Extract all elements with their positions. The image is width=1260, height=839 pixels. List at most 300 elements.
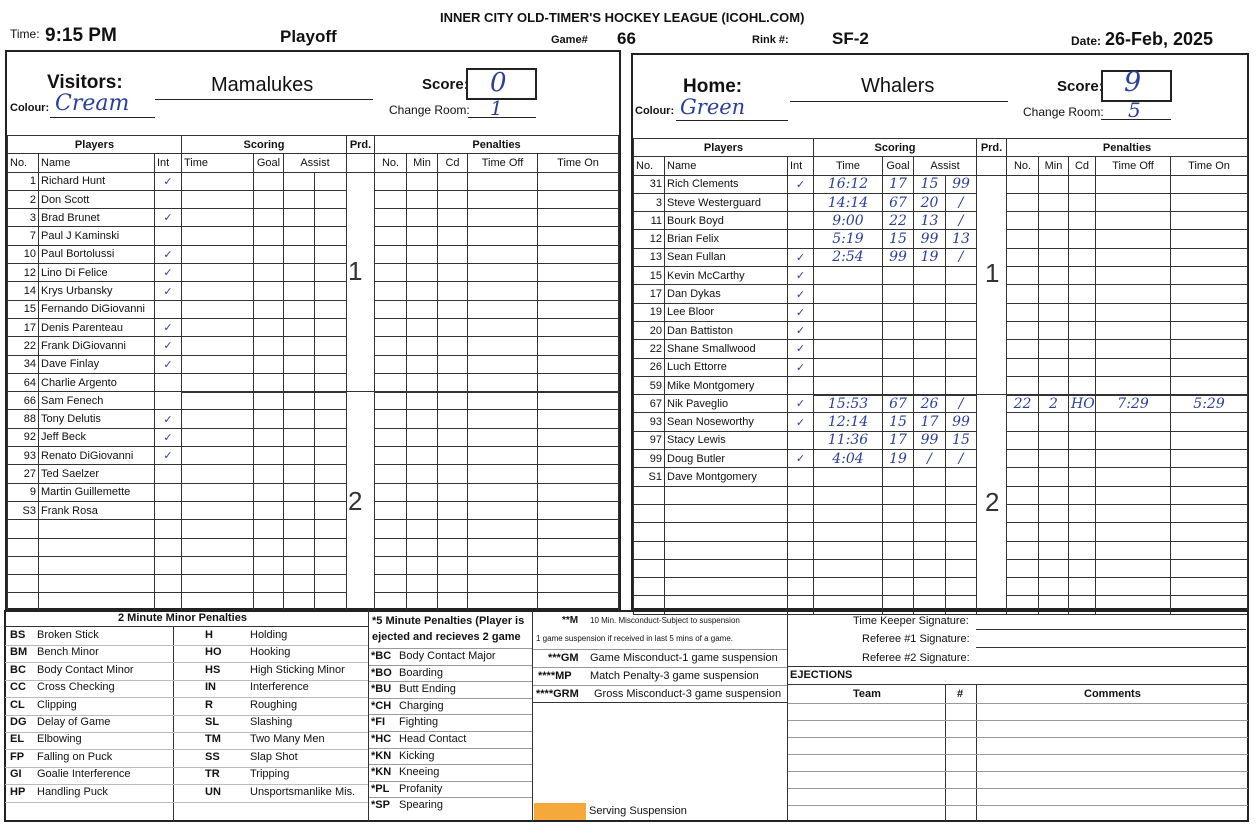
assist-1: 99 [914,431,946,449]
penalty-time-off [1096,230,1171,248]
assist-1: 19 [914,248,946,266]
penalty-time-off [468,300,538,318]
goal-time [814,303,883,321]
assist-2 [315,264,347,282]
penalty-time-off [468,373,538,391]
assist-2 [946,358,977,376]
assist-1 [284,501,315,519]
goal-scorer [254,227,284,245]
intent-check: ✓ [788,285,814,303]
player-name: Denis Parenteau [39,318,155,336]
player-name: Stacy Lewis [665,431,788,449]
penalty-minutes [407,447,438,465]
intent-check [788,376,814,394]
home-scoring-header: Scoring [814,139,977,157]
goal-time: 4:04 [814,450,883,468]
home-player-row [634,523,1248,541]
major-label: Spearing [399,799,444,812]
penalty-time-off [468,245,538,263]
referee2-signature-label: Referee #2 Signature: [862,652,970,664]
home-col-no: No. [634,157,665,175]
assist-2 [946,504,977,522]
visitors-roster-table [7,135,619,612]
home-col-time-off: Time Off [1096,157,1171,175]
player-name: Krys Urbansky [39,282,155,300]
assist-2 [315,282,347,300]
penalty-minutes: 2 [1039,395,1069,413]
home-player-row [634,541,1248,559]
goal-scorer [254,575,284,593]
penalty-code [438,575,468,593]
penalty-minutes [1039,450,1069,468]
penalty-code [1069,413,1096,431]
player-name: Sean Noseworthy [665,413,788,431]
player-number: 88 [8,410,39,428]
penalty-minutes [1039,248,1069,266]
goal-scorer [883,303,914,321]
player-number [634,578,665,596]
minor-code-2: SL [205,716,220,728]
game-label: Game# [551,34,588,46]
minor-code: GI [10,768,22,781]
penalty-code [1069,358,1096,376]
assist-1 [284,300,315,318]
assist-1 [914,541,946,559]
col-name: Name [39,154,155,172]
major-label: Kicking [399,749,435,762]
penalty-player: 22 [1007,395,1039,413]
home-player-row [634,212,1248,230]
assist-2 [315,483,347,501]
penalty-code [438,190,468,208]
player-name: Shane Smallwood [665,340,788,358]
home-col-int: Int [788,157,814,175]
penalty-minutes [407,538,438,556]
penalty-code [1069,504,1096,522]
penalty-player [375,410,407,428]
player-name: Nik Paveglio [665,395,788,413]
assist-2 [315,410,347,428]
misconduct-code: **M [562,615,579,626]
player-number: 15 [634,267,665,285]
penalty-player [1007,450,1039,468]
assist-2 [946,523,977,541]
penalty-time-off [468,465,538,483]
goal-time [182,465,254,483]
visitors-colour-label: Colour: [10,102,50,114]
penalty-player [1007,230,1039,248]
penalty-minutes [1039,523,1069,541]
penalty-player [1007,175,1039,193]
penalty-player [375,282,407,300]
penalty-player [1007,193,1039,211]
intent-check [155,556,182,574]
assist-2 [946,541,977,559]
player-number: 17 [634,285,665,303]
player-number: 7 [8,227,39,245]
penalty-code [1069,321,1096,339]
intent-check: ✓ [788,358,814,376]
penalty-time-on [1171,486,1248,504]
penalty-player [375,501,407,519]
penalty-player [1007,303,1039,321]
assist-1: 13 [914,212,946,230]
intent-check: ✓ [155,447,182,465]
penalty-player [375,190,407,208]
penalty-minutes [1039,486,1069,504]
assist-2 [315,245,347,263]
visitor-player-row [8,373,619,391]
penalty-code [1069,212,1096,230]
goal-scorer: 67 [883,395,914,413]
goal-scorer [883,578,914,596]
penalty-minutes [1039,541,1069,559]
time-label: Time: [10,27,40,41]
penalty-minutes [407,556,438,574]
assist-2 [315,318,347,336]
home-player-row [634,267,1248,285]
home-player-row [634,578,1248,596]
penalty-code [438,447,468,465]
penalty-time-off [468,447,538,465]
minor-code: EL [10,733,25,746]
intent-check [155,520,182,538]
goal-scorer [883,468,914,486]
visitor-player-row [8,538,619,556]
goal-time: 2:54 [814,248,883,266]
penalty-code [1069,285,1096,303]
serving-swatch [534,803,586,820]
player-name [665,559,788,577]
home-period-2: 2 [985,487,1000,517]
minor-code: CC [10,681,26,694]
major-code: *SP [371,799,390,812]
player-name [39,556,155,574]
penalty-minutes [1039,193,1069,211]
visitor-player-row [8,556,619,574]
home-player-row [634,431,1248,449]
penalty-code [438,318,468,336]
intent-check: ✓ [155,209,182,227]
player-name [665,578,788,596]
minor-label: Bench Minor [37,646,99,659]
penalty-player [375,318,407,336]
goal-time: 16:12 [814,175,883,193]
intent-check [155,227,182,245]
home-player-row [634,230,1248,248]
minor-code: FP [10,750,25,763]
penalty-time-off [1096,248,1171,266]
goal-time [182,190,254,208]
home-score-label: Score: [1057,78,1104,95]
assist-1 [284,172,315,190]
penalty-minutes [1039,267,1069,285]
penalty-time-off [468,355,538,373]
penalty-code [1069,559,1096,577]
player-name: Lino Di Felice [39,264,155,282]
penalty-time-on [538,392,619,410]
player-number: 67 [634,395,665,413]
misconduct-item-label: Match Penalty-3 game suspension [590,670,759,682]
date-label: Date: [1071,34,1102,48]
player-name [39,575,155,593]
penalty-time-on [538,538,619,556]
visitor-player-row [8,300,619,318]
misconduct-item-code: ****GRM [536,688,579,700]
visitors-score-label: Score: [422,76,469,93]
visitor-player-row [8,245,619,263]
misconduct-note: 1 game suspension if received in last 5 mins of a game. [536,634,733,643]
goal-time: 12:14 [814,413,883,431]
intent-check [155,483,182,501]
assist-2 [946,285,977,303]
penalty-time-on [538,245,619,263]
penalty-minutes [407,282,438,300]
penalty-time-off [1096,358,1171,376]
penalty-time-on [1171,267,1248,285]
goal-time [182,556,254,574]
goal-scorer [254,392,284,410]
player-name: Mike Montgomery [665,376,788,394]
penalty-player [1007,504,1039,522]
minor-code-2: TM [205,733,221,746]
player-name: Don Scott [39,190,155,208]
assist-2 [315,556,347,574]
intent-check [788,230,814,248]
player-number: 66 [8,392,39,410]
penalty-player [375,209,407,227]
penalty-code [438,501,468,519]
intent-check: ✓ [155,355,182,373]
minor-label-2: Roughing [250,698,298,711]
player-number: 92 [8,428,39,446]
home-prd-header: Prd. [977,139,1007,157]
home-player-row [634,413,1248,431]
penalty-time-off [468,227,538,245]
visitor-player-row [8,465,619,483]
player-name: Bourk Boyd [665,212,788,230]
visitors-period-2: 2 [348,486,363,516]
assist-1 [284,428,315,446]
assist-2 [315,300,347,318]
penalty-time-on [538,483,619,501]
penalty-player [375,227,407,245]
intent-check: ✓ [788,175,814,193]
player-number: 10 [8,245,39,263]
penalty-time-on [538,428,619,446]
goal-time [182,318,254,336]
player-number: 12 [8,264,39,282]
penalty-code [1069,193,1096,211]
assist-2 [315,447,347,465]
intent-check [155,501,182,519]
penalty-player [375,337,407,355]
player-name: Tony Delutis [39,410,155,428]
home-col-pen-no: No. [1007,157,1039,175]
scoring-header: Scoring [182,136,347,154]
visitor-player-row [8,190,619,208]
misconduct-item-code: ****MP [538,670,572,682]
goal-time [814,285,883,303]
goal-scorer [254,520,284,538]
assist-2: / [946,193,977,211]
home-player-row [634,340,1248,358]
player-name [665,504,788,522]
penalty-time-on [1171,541,1248,559]
assist-1 [914,321,946,339]
visitors-room: 1 [490,96,503,120]
goal-scorer: 15 [883,413,914,431]
penalty-minutes [407,227,438,245]
assist-1 [914,285,946,303]
player-number [634,486,665,504]
home-team: Whalers [861,75,935,97]
visitor-player-row [8,282,619,300]
intent-check [155,538,182,556]
penalty-player [1007,541,1039,559]
penalty-player [375,373,407,391]
penalty-minutes [407,392,438,410]
goal-scorer [883,340,914,358]
goal-scorer: 15 [883,230,914,248]
goal-scorer: 99 [883,248,914,266]
home-room: 5 [1128,98,1141,122]
penalty-minutes [1039,413,1069,431]
player-name: Sean Fullan [665,248,788,266]
game-type: Playoff [280,27,337,46]
major-code: *HC [371,733,392,745]
penalty-time-on [1171,504,1248,522]
penalty-minutes [407,483,438,501]
assist-1 [914,340,946,358]
assist-2 [315,355,347,373]
penalty-time-on [1171,578,1248,596]
intent-check [788,193,814,211]
goal-time [814,559,883,577]
player-number [634,559,665,577]
penalty-code [1069,578,1096,596]
minor-label-2: High Sticking Minor [250,663,345,676]
player-number: 59 [634,376,665,394]
intent-check: ✓ [155,172,182,190]
goal-scorer [883,523,914,541]
goal-time: 11:36 [814,431,883,449]
assist-1 [284,520,315,538]
players-header: Players [8,136,182,154]
penalty-minutes [1039,303,1069,321]
assist-2 [315,465,347,483]
assist-1 [914,486,946,504]
player-name: Dave Finlay [39,355,155,373]
penalty-time-on [1171,340,1248,358]
goal-time [814,468,883,486]
player-name [665,541,788,559]
penalty-player [1007,340,1039,358]
player-number: 34 [8,355,39,373]
ejections-comments-header: Comments [1084,688,1141,700]
player-number: 3 [8,209,39,227]
assist-2 [315,209,347,227]
player-number: 12 [634,230,665,248]
penalty-time-on [538,227,619,245]
penalty-code [438,410,468,428]
visitor-player-row [8,337,619,355]
minor-label-2: Two Many Men [250,733,325,746]
penalty-time-on [538,447,619,465]
penalty-time-off [1096,376,1171,394]
penalty-time-off [1096,267,1171,285]
player-name: Doug Butler [665,450,788,468]
home-player-row [634,175,1248,193]
penalty-minutes [407,209,438,227]
penalty-code [438,172,468,190]
player-name: Lee Bloor [665,303,788,321]
goal-scorer: 17 [883,175,914,193]
intent-check: ✓ [155,282,182,300]
major-code: *BO [371,666,392,679]
player-number: 22 [634,340,665,358]
assist-1: 20 [914,193,946,211]
penalty-time-on [1171,376,1248,394]
penalty-time-off [468,190,538,208]
assist-2: / [946,212,977,230]
home-col-goal: Goal [883,157,914,175]
home-player-row [634,468,1248,486]
penalty-player [375,264,407,282]
intent-check [155,300,182,318]
penalty-minutes [407,465,438,483]
minor-label: Delay of Game [37,716,111,728]
player-name: Martin Guillemette [39,483,155,501]
intent-check: ✓ [788,321,814,339]
goal-scorer [254,300,284,318]
major-code: *PL [371,782,390,795]
player-name: Dan Dykas [665,285,788,303]
goal-time [182,447,254,465]
penalty-player [1007,248,1039,266]
col-cd: Cd [438,154,468,172]
penalty-code [438,520,468,538]
assist-2 [946,303,977,321]
penalty-minutes [407,245,438,263]
penalty-minutes [407,520,438,538]
penalty-minutes [407,501,438,519]
player-number: 2 [8,190,39,208]
player-name: Luch Ettorre [665,358,788,376]
col-assist: Assist [284,154,347,172]
major-label: Butt Ending [399,683,456,696]
goal-scorer [883,358,914,376]
goal-scorer [254,282,284,300]
penalty-time-on [538,373,619,391]
goal-scorer [254,318,284,336]
home-player-row [634,248,1248,266]
home-player-row [634,193,1248,211]
intent-check [788,504,814,522]
goal-scorer [254,337,284,355]
goal-time: 9:00 [814,212,883,230]
assist-2 [315,392,347,410]
penalty-time-off [1096,431,1171,449]
player-name [39,593,155,611]
goal-time [814,376,883,394]
penalty-time-on [538,465,619,483]
assist-1 [284,410,315,428]
assist-1 [284,318,315,336]
penalty-time-on [538,190,619,208]
minor-label: Clipping [37,698,77,711]
player-name: Rich Clements [665,175,788,193]
